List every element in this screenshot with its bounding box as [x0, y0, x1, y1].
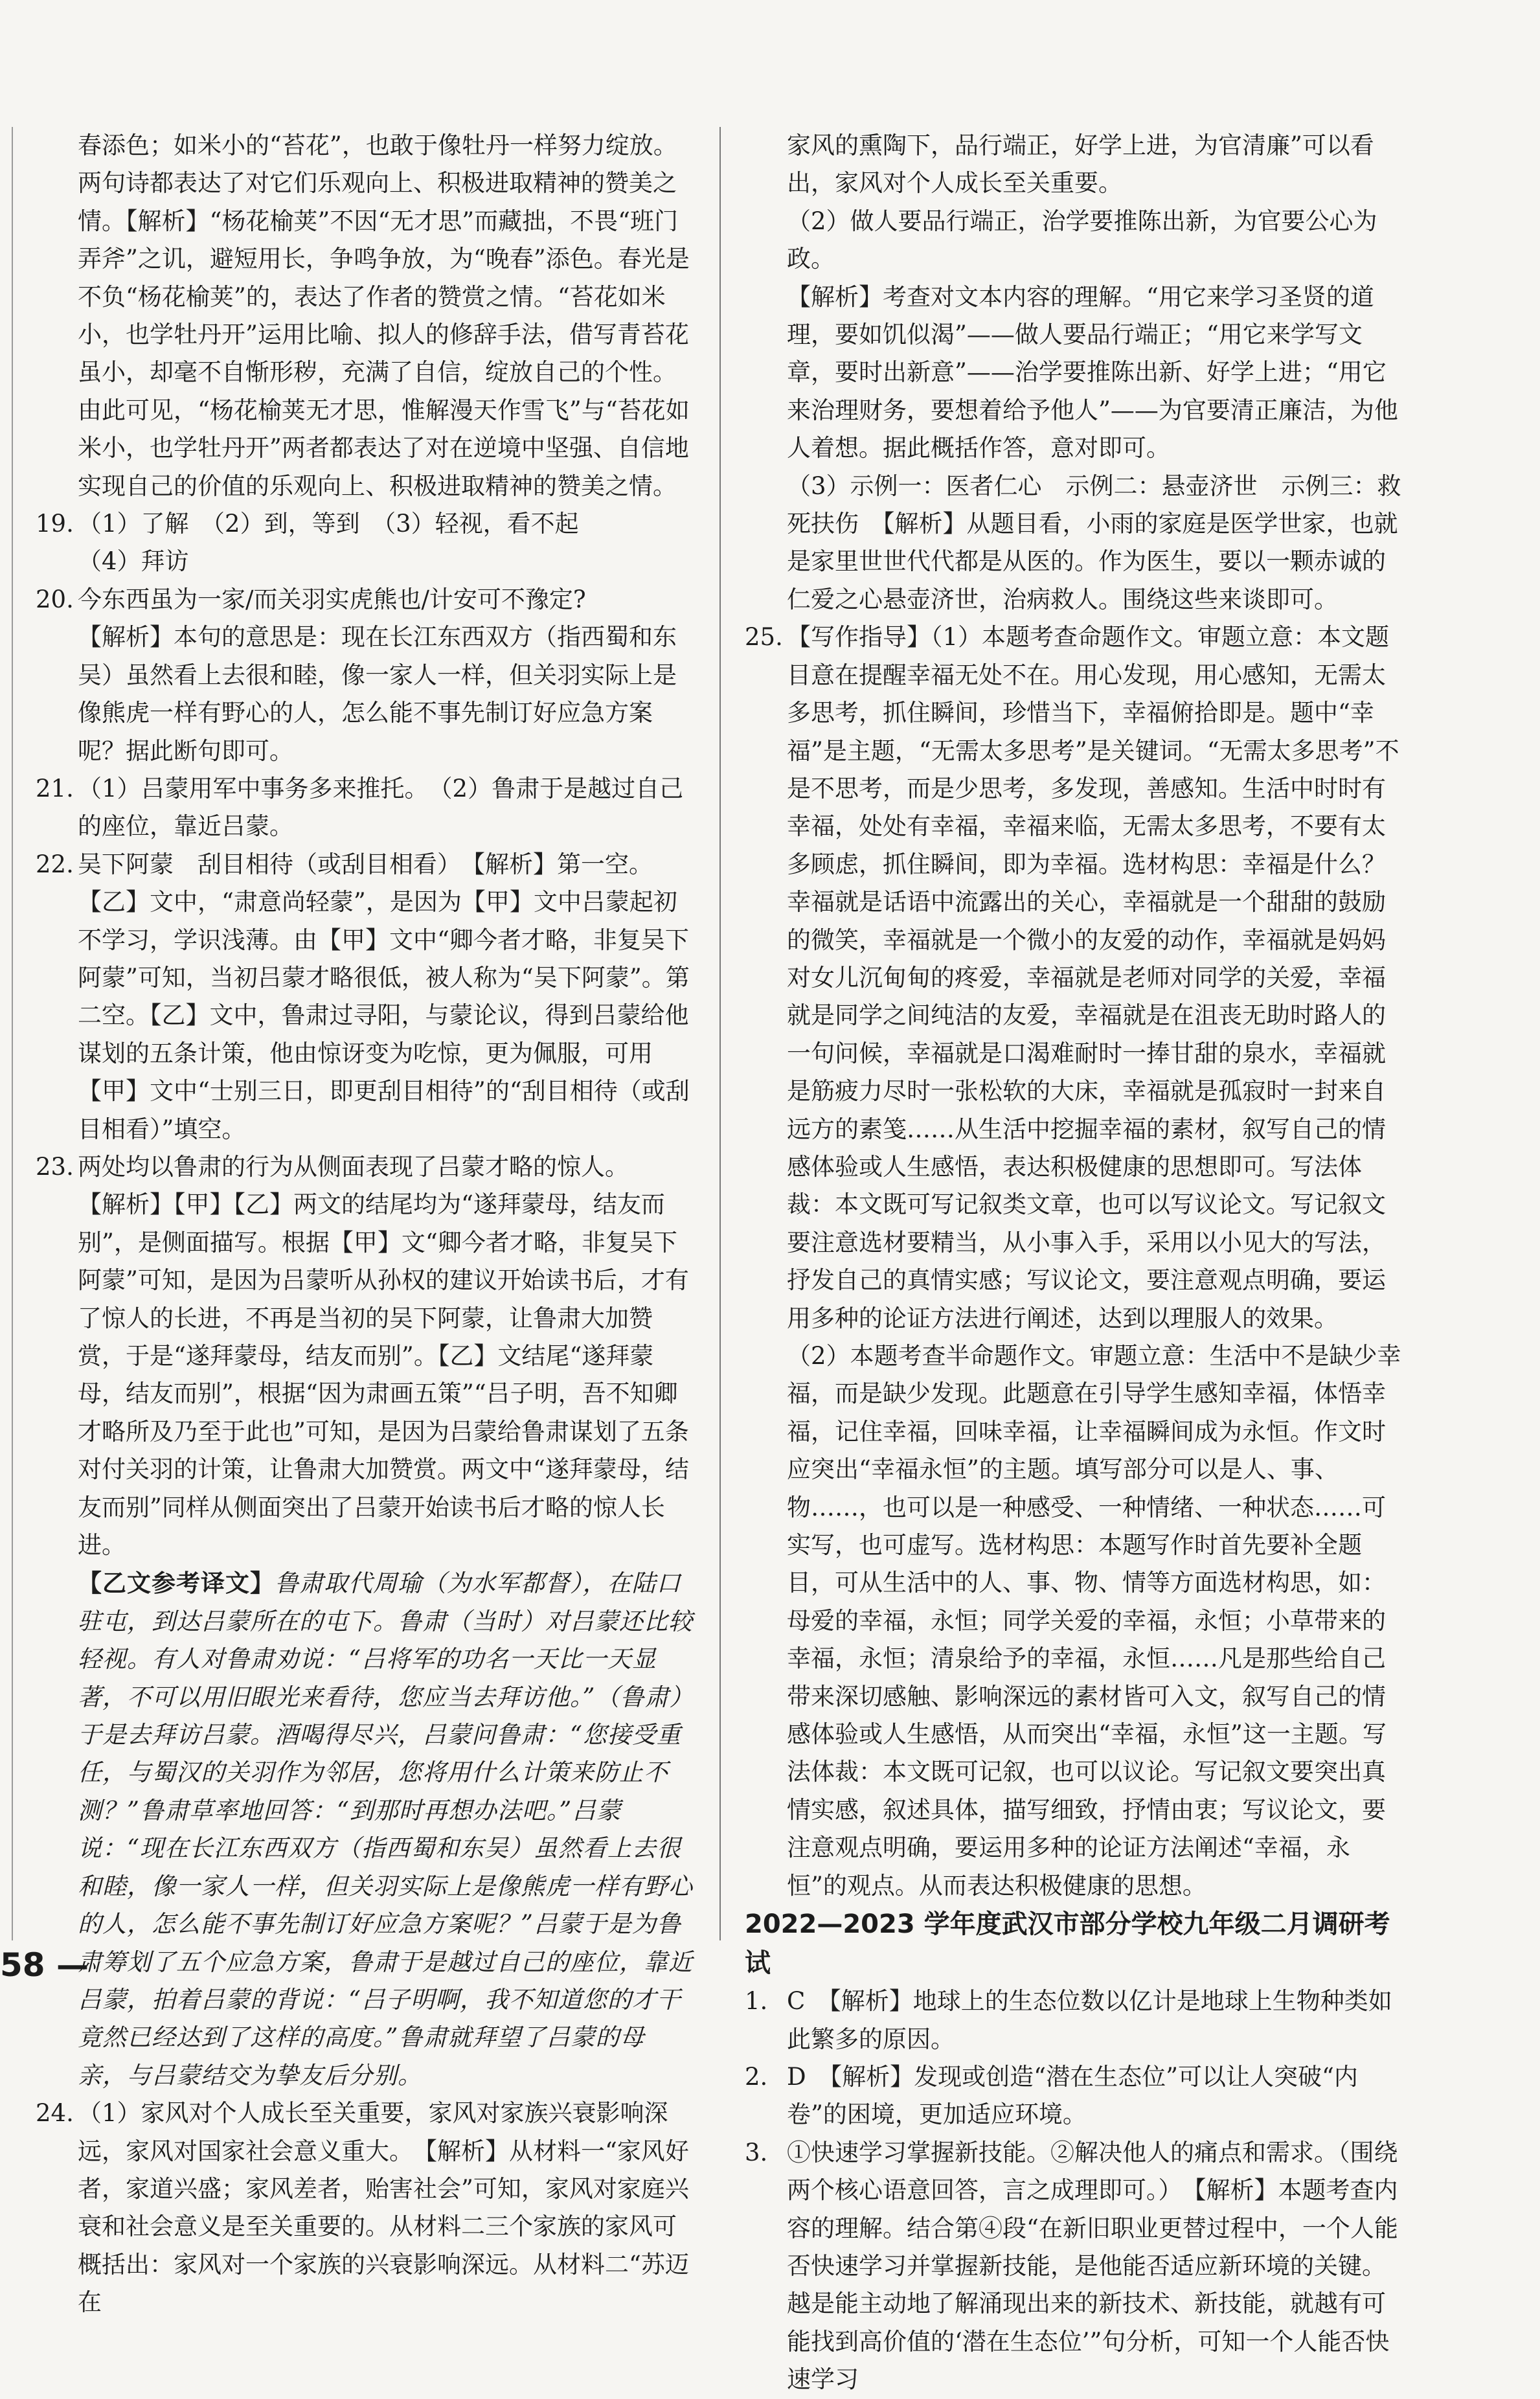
answer-text: （1）吕蒙用军中事务多来推托。 （2）鲁肃于是越过自己的座位，靠近吕蒙。	[78, 774, 684, 841]
answer-paragraph: （2）做人要品行端正，治学要推陈出新，为官要公心为政。	[787, 207, 1377, 273]
answer-text: D 【解析】发现或创造“潜在生态位”可以让人突破“内卷”的困境，更加适应环境。	[787, 2062, 1358, 2129]
answer-text: 两处均以鲁肃的行为从侧面表现了吕蒙才略的惊人。	[78, 1152, 629, 1181]
answer-number: 23.	[36, 1152, 74, 1181]
answer-paragraph: 【解析】考查对文本内容的理解。“用它来学习圣贤的道理，要如饥似渴”——做人要品行端正；“用它来学写文章，要时出新意”——治学要推陈出新、好学上进；“用它来治理财务，要想着给予他人”——为官要清正廉洁，为他人着想。据此概括作答，意对即可。	[787, 282, 1398, 462]
answer-number: 1.	[745, 1987, 768, 2016]
answer-item	[745, 2134, 1402, 2399]
answer-text: （1）家风对个人成长至关重要，家风对家族兴衰影响深远，家风对国家社会意义重大。 【解析】从材料一“家风好者，家道兴盛；家风差者，贻害社会”可知，家风对家庭兴衰和社会意义是至关重要的。从材料二三个家族的家风可概括出：家风对一个家族的兴衰影响深远。从材料二“苏迈在	[78, 2099, 689, 2317]
column-divider	[719, 127, 721, 1940]
answer-item	[36, 846, 693, 1148]
answer-paragraph: 春添色；如米小的“苔花”，也敢于像牡丹一样努力绽放。两句诗都表达了对它们乐观向上、积极进取精神的赞美之情。【解析】“杨花榆荚”不因“无才思”而藏拙，不畏“班门弄斧”之讥，避短用长，争鸣争放，为“晚春”添色。春光是不负“杨花榆荚”的，表达了作者的赞赏之情。“苔花如米小，也学牡丹开”运用比喻、拟人的修辞手法，借写青苔花虽小，却毫不自惭形秽，充满了自信，绽放自己的个性。由此可见，“杨花榆荚无才思，惟解漫天作雪飞”与“苔花如米小，也学牡丹开”两者都表达了对在逆境中坚强、自信地实现自己的价值的乐观向上、积极进取精神的赞美之情。	[78, 131, 690, 500]
answer-item	[36, 581, 693, 619]
answer-item	[36, 1148, 693, 1186]
answer-number: 2.	[745, 2062, 768, 2091]
answer-number: 3.	[745, 2138, 768, 2166]
answer-number: 22.	[36, 850, 74, 878]
answer-item	[745, 1983, 1402, 2058]
section-title: 2022—2023 学年度武汉市部分学校九年级二月调研考试	[745, 1909, 1390, 1979]
answer-item	[36, 2095, 693, 2321]
binding-margin-line	[12, 127, 13, 1940]
answer-number: 19.	[36, 510, 74, 538]
answer-paragraph: 【解析】本句的意思是：现在长江东西双方（指西蜀和东吴）虽然看上去很和睦，像一家人一样，但关羽实际上是像熊虎一样有野心的人，怎么能不事先制订好应急方案呢？据此断句即可。	[78, 623, 677, 765]
answer-text: 今东西虽为一家/而关羽实虎熊也/计安可不豫定?	[78, 585, 586, 613]
answer-item	[745, 619, 1402, 1337]
page-number: 58 —	[0, 1946, 89, 1984]
answer-paragraph: （3）示例一：医者仁心 示例二：悬壶济世 示例三：救死扶伤 【解析】从题目看，小雨的家庭是医学世家，也就是家里世世代代都是从医的。作为医生，要以一颗赤诚的仁爱之心悬壶济世，治病救人。围绕这些来谈即可。	[787, 472, 1401, 613]
answer-text: （1）了解 （2）到，等到 （3）轻视，看不起	[78, 510, 579, 538]
answer-paragraph: 【解析】【甲】【乙】两文的结尾均为“遂拜蒙母，结友而别”，是侧面描写。根据【甲】文“卿今者才略，非复吴下阿蒙”可知，是因为吕蒙听从孙权的建议开始读书后，才有了惊人的长进，不再是当初的吴下阿蒙，让鲁肃大加赞赏，于是“遂拜蒙母，结友而别”。【乙】文结尾“遂拜蒙母，结友而别”，根据“因为肃画五策”“吕子明，吾不知卿才略所及乃至于此也”可知，是因为吕蒙给鲁肃谋划了五条对付关羽的计策，让鲁肃大加赞赏。两文中“遂拜蒙母，结友而别”同样从侧面突出了吕蒙开始读书后才略的惊人长进。	[78, 1190, 689, 1560]
answer-number: 20.	[36, 585, 74, 613]
answer-item	[745, 2058, 1402, 2134]
answer-paragraph: （2）本题考查半命题作文。审题立意：生活中不是缺少幸福，而是缺少发现。此题意在引导学生感知幸福，体悟幸福，记住幸福，回味幸福，让幸福瞬间成为永恒。作文时应突出“幸福永恒”的主题。填写部分可以是人、事、物……，也可以是一种感受、一种情绪、一种状态……可实写，也可虚写。选材构思：本题写作时首先要补全题目，可从生活中的人、事、物、情等方面选材构思，如：母爱的幸福，永恒；同学关爱的幸福，永恒；小草带来的幸福，永恒；清泉给予的幸福，永恒……凡是那些给自己带来深切感触、影响深远的素材皆可入文，叙写自己的情感体验或人生感悟，从而突出“幸福，永恒”这一主题。写法体裁：本文既可记叙，也可以议论。写记叙文要突出真情实感，叙述具体，描写细致，抒情由衷；写议论文，要注意观点明确，要运用多种的论证方法阐述“幸福，永恒”的观点。从而表达积极健康的思想。	[787, 1342, 1401, 1900]
answer-number: 21.	[36, 774, 74, 802]
answer-number: 24.	[36, 2099, 74, 2128]
answer-text: C 【解析】地球上的生态位数以亿计是地球上生物种类如此繁多的原因。	[787, 1987, 1392, 2053]
answer-text: ①快速学习掌握新技能。②解决他人的痛点和需求。（围绕两个核心语意回答，言之成理即可。） 【解析】本题考查内容的理解。结合第④段“在新旧职业更替过程中，一个人能否快速学习并掌握新技能，是他能否适应新环境的关键。越是能主动地了解涌现出来的新技术、新技能，就越有可能找到高价值的‘潜在生态位’”句分析，可知一个人能否快速学习	[787, 2138, 1398, 2394]
answer-number: 25.	[745, 623, 783, 652]
answer-paragraph: 家风的熏陶下，品行端正，好学上进，为官清廉”可以看出，家风对个人成长至关重要。	[787, 131, 1374, 198]
left-column	[36, 127, 693, 2322]
answer-item	[36, 770, 693, 846]
right-column	[745, 127, 1402, 2399]
answer-text: 吴下阿蒙 刮目相待（或刮目相看） 【解析】第一空。【乙】文中，“肃意尚轻蒙”，是因为【甲】文中吕蒙起初不学习，学识浅薄。由【甲】文中“卿今者才略，非复吴下阿蒙”可知，当初吕蒙才略很低，被人称为“吴下阿蒙”。第二空。【乙】文中，鲁肃过寻阳，与蒙论议，得到吕蒙给他谋划的五条计策，他由惊讶变为吃惊，更为佩服，可用【甲】文中“士别三日，即更刮目相待”的“刮目相待（或刮目相看）”填空。	[78, 850, 690, 1143]
answer-paragraph: （4）拜访	[78, 547, 189, 576]
translation-paragraph	[36, 1564, 693, 2095]
answer-item	[36, 505, 693, 543]
translation-label: 【乙文参考译文】	[78, 1569, 275, 1598]
translation-text: 鲁肃取代周瑜（为水军都督），在陆口驻屯，到达吕蒙所在的屯下。鲁肃（当时）对吕蒙还比较轻视。有人对鲁肃劝说：“吕将军的功名一天比一天显著，不可以用旧眼光来看待，您应当去拜访他。”（鲁肃）于是去拜访吕蒙。酒喝得尽兴，吕蒙问鲁肃：“您接受重任，与蜀汉的关羽作为邻居，您将用什么计策来防止不测？”鲁肃草率地回答：“到那时再想办法吧。”吕蒙说：“现在长江东西双方（指西蜀和东吴）虽然看上去很和睦，像一家人一样，但关羽实际上是像熊虎一样有野心的人，怎么能不事先制订好应急方案呢？”吕蒙于是为鲁肃筹划了五个应急方案，鲁肃于是越过自己的座位，靠近吕蒙，拍着吕蒙的背说：“吕子明啊，我不知道您的才干竟然已经达到了这样的高度。”鲁肃就拜望了吕蒙的母亲，与吕蒙结交为挚友后分别。	[78, 1569, 693, 2089]
answer-text: 【写作指导】（1）本题考查命题作文。审题立意：本文题目意在提醒幸福无处不在。用心发现，用心感知，无需太多思考，抓住瞬间，珍惜当下，幸福俯拾即是。题中“幸福”是主题，“无需太多思考”是关键词。“无需太多思考”不是不思考，而是少思考，多发现，善感知。生活中时时有幸福，处处有幸福，幸福来临，无需太多思考，不要有太多顾虑，抓住瞬间，即为幸福。选材构思：幸福是什么？幸福就是话语中流露出的关心，幸福就是一个甜甜的鼓励的微笑，幸福就是一个微小的友爱的动作，幸福就是妈妈对女儿沉甸甸的疼爱，幸福就是老师对同学的关爱，幸福就是同学之间纯洁的友爱，幸福就是在沮丧无助时路人的一句问候，幸福就是口渴难耐时一捧甘甜的泉水，幸福就是筋疲力尽时一张松软的大床，幸福就是孤寂时一封来自远方的素笺……从生活中挖掘幸福的素材，叙写自己的情感体验或人生感悟，表达积极健康的思想即可。写法体裁：本文既可写记叙类文章，也可以写议论文。写记叙文要注意选材要精当，从小事入手，采用以小见大的写法，抒发自己的真情实感；写议论文，要注意观点明确，要运用多种的论证方法进行阐述，达到以理服人的效果。	[787, 623, 1399, 1332]
